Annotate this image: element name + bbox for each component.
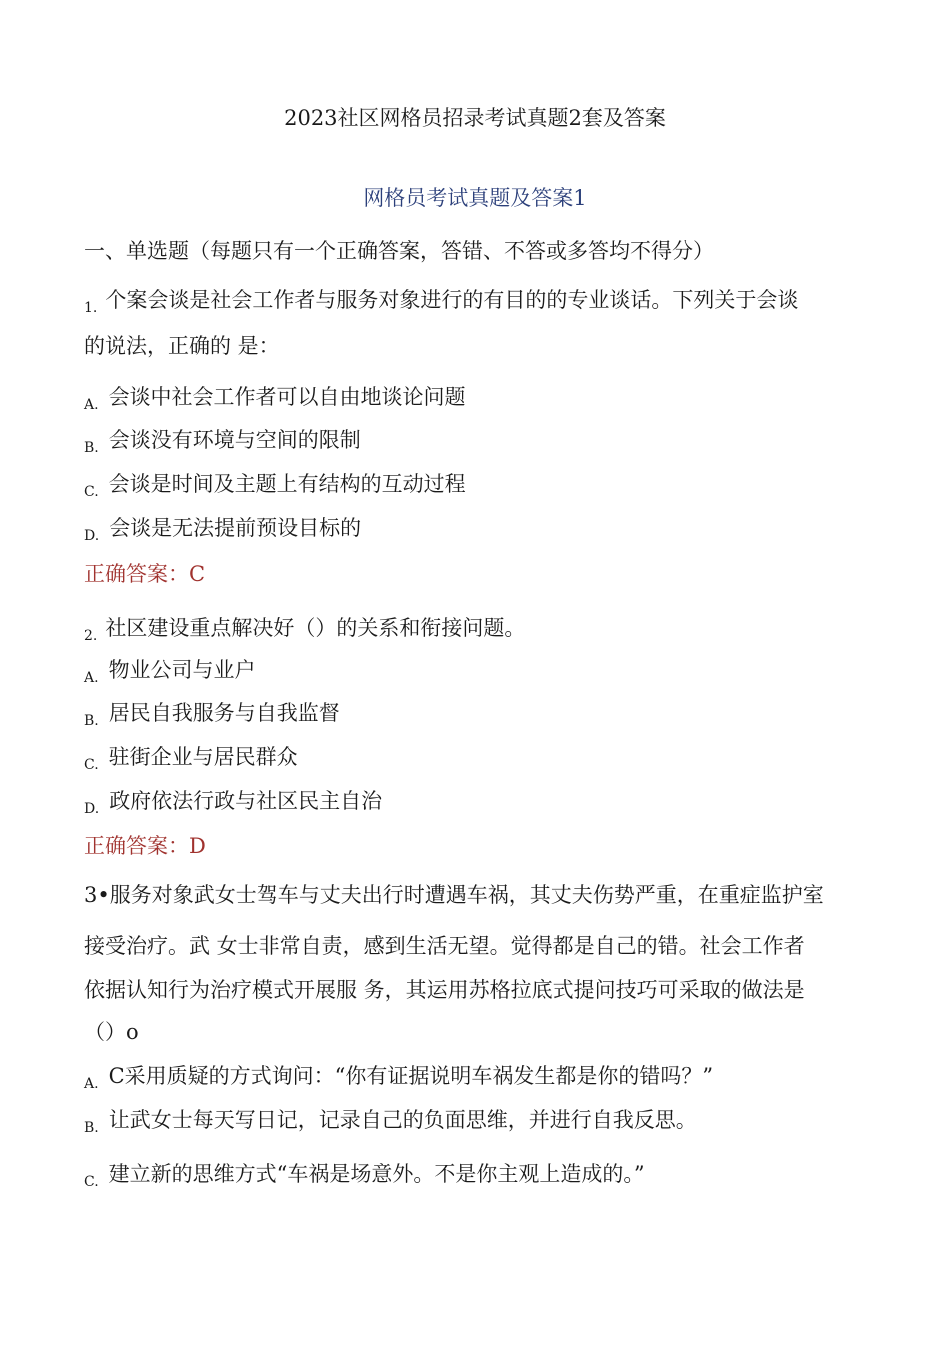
option-text: 会谈是无法提前预设目标的 bbox=[109, 516, 362, 540]
option-label: D. bbox=[84, 801, 100, 817]
question-2-answer: 正确答案：D bbox=[84, 834, 206, 858]
question-1-option-b bbox=[84, 426, 361, 457]
option-label: B. bbox=[84, 440, 99, 456]
question-2-option-b bbox=[84, 699, 340, 730]
option-label: A. bbox=[84, 397, 99, 413]
question-1-number: 1. bbox=[84, 300, 98, 316]
question-1-option-a bbox=[84, 383, 466, 414]
option-label: B. bbox=[84, 1120, 99, 1136]
question-1-line-2: 的说法，正确的 是： bbox=[84, 334, 280, 358]
option-text: 政府依法行政与社区民主自治 bbox=[109, 789, 383, 813]
option-label: D. bbox=[84, 528, 100, 544]
option-label: A. bbox=[84, 670, 99, 686]
question-2-option-d bbox=[84, 787, 382, 818]
option-text: 让武女士每天写日记，记录自己的负面思维，并进行自我反思。 bbox=[108, 1108, 697, 1132]
option-label: B. bbox=[84, 713, 99, 729]
option-text: 建立新的思维方式“车祸是场意外。不是你主观上造成的。” bbox=[108, 1162, 645, 1186]
question-3-option-b bbox=[84, 1106, 697, 1137]
question-1-line-1 bbox=[84, 286, 798, 317]
question-1-option-d bbox=[84, 514, 361, 545]
question-2-number: 2. bbox=[84, 628, 98, 644]
question-3-line-2: 接受治疗。武 女士非常自责，感到生活无望。觉得都是自己的错。社会工作者 bbox=[84, 934, 805, 958]
option-label: C. bbox=[84, 484, 99, 500]
option-text: 会谈没有环境与空间的限制 bbox=[108, 428, 361, 452]
question-3-option-c bbox=[84, 1160, 645, 1191]
option-label: C. bbox=[84, 1174, 99, 1190]
option-text: 物业公司与业户 bbox=[108, 658, 256, 682]
section-heading: 一、单选题（每题只有一个正确答案，答错、不答或多答均不得分） bbox=[84, 239, 714, 263]
question-1-option-c bbox=[84, 470, 466, 501]
question-3-option-a bbox=[84, 1062, 713, 1093]
option-label: A. bbox=[84, 1076, 99, 1092]
document-subtitle: 网格员考试真题及答案1 bbox=[363, 186, 587, 210]
document-title: 2023社区网格员招录考试真题2套及答案 bbox=[284, 106, 666, 130]
option-text: 会谈中社会工作者可以自由地谈论问题 bbox=[108, 385, 466, 409]
question-2-text: 社区建设重点解决好（）的关系和衔接问题。 bbox=[105, 616, 526, 640]
option-text: 会谈是时间及主题上有结构的互动过程 bbox=[108, 472, 466, 496]
question-1-answer: 正确答案：C bbox=[84, 562, 206, 586]
option-text: 居民自我服务与自我监督 bbox=[108, 701, 340, 725]
question-1-text: 个案会谈是社会工作者与服务对象进行的有目的的专业谈话。下列关于会谈 bbox=[105, 288, 799, 312]
option-label: C. bbox=[84, 757, 99, 773]
question-2-option-c bbox=[84, 743, 298, 774]
option-text: C采用质疑的方式询问：“你有证据说明车祸发生都是你的错吗？” bbox=[108, 1064, 714, 1088]
option-text: 驻街企业与居民群众 bbox=[108, 745, 298, 769]
question-3-line-3: 依据认知行为治疗模式开展服 务，其运用苏格拉底式提问技巧可采取的做法是 bbox=[84, 978, 805, 1002]
question-2-line-1 bbox=[84, 614, 525, 645]
question-3-line-4: （）o bbox=[84, 1020, 139, 1044]
question-2-option-a bbox=[84, 656, 256, 687]
question-3-line-1: 3•服务对象武女士驾车与丈夫出行时遭遇车祸，其丈夫伤势严重，在重症监护室 bbox=[84, 883, 824, 907]
